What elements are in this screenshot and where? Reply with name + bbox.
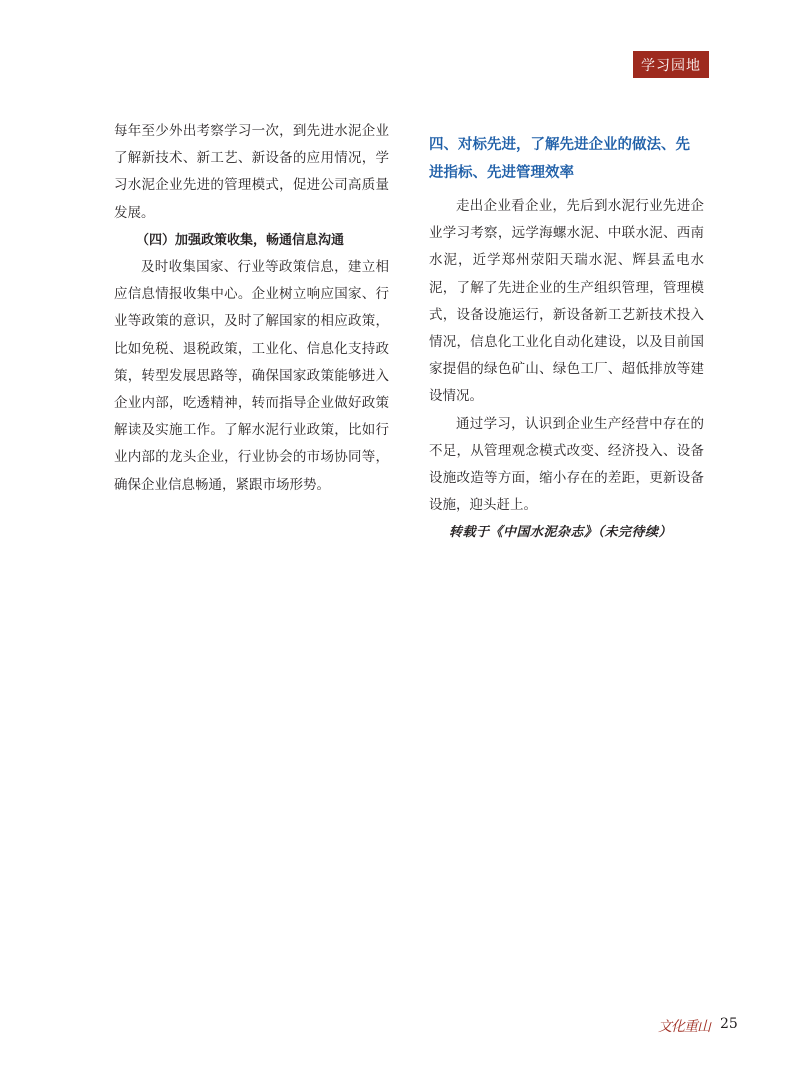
page-number: 25 (720, 1016, 738, 1032)
right-column (429, 131, 704, 547)
reprint-note: 转载于《中国水泥杂志》（未完待续） (449, 525, 673, 541)
magazine-logo: 文化重山 (658, 1019, 710, 1035)
body-paragraph: 走出企业看企业，先后到水泥行业先进企业学习考察，远学海螺水泥、中联水泥、西南水泥，近学郑州荥阳天瑞水泥、辉县孟电水泥，了解了先进企业的生产组织管理，管理模式，设备设施运行，新设备新工艺新技术投入情况，信息化工业化自动化建设，以及目前国家提倡的绿色矿山、绿色工厂、超低排放等建设情况。 (429, 198, 704, 405)
left-column (114, 118, 389, 499)
body-paragraph: 及时收集国家、行业等政策信息，建立相应信息情报收集中心。企业树立响应国家、行业等政策的意识，及时了解国家的相应政策，比如免税、退税政策，工业化、信息化支持政策，转型发展思路等，确保国家政策能够进入企业内部，吃透精神，转而指导企业做好政策解读及实施工作。了解水泥行业政策，比如行业内部的龙头企业，行业协会的市场协同等，确保企业信息畅通，紧跟市场形势。 (114, 259, 389, 493)
section-tab: 学习园地 (633, 51, 709, 78)
body-paragraph: 通过学习，认识到企业生产经营中存在的不足，从管理观念模式改变、经济投入、设备设施改造等方面，缩小存在的差距，更新设备设施，迎头赶上。 (429, 415, 704, 514)
body-paragraph: 每年至少外出考察学习一次，到先进水泥企业了解新技术、新工艺、新设备的应用情况，学习水泥企业先进的管理模式，促进公司高质量发展。 (114, 123, 389, 221)
section-heading: 四、对标先进，了解先进企业的做法、先进指标、先进管理效率 (429, 137, 690, 181)
subheading: （四）加强政策收集，畅通信息沟通 (136, 232, 345, 248)
